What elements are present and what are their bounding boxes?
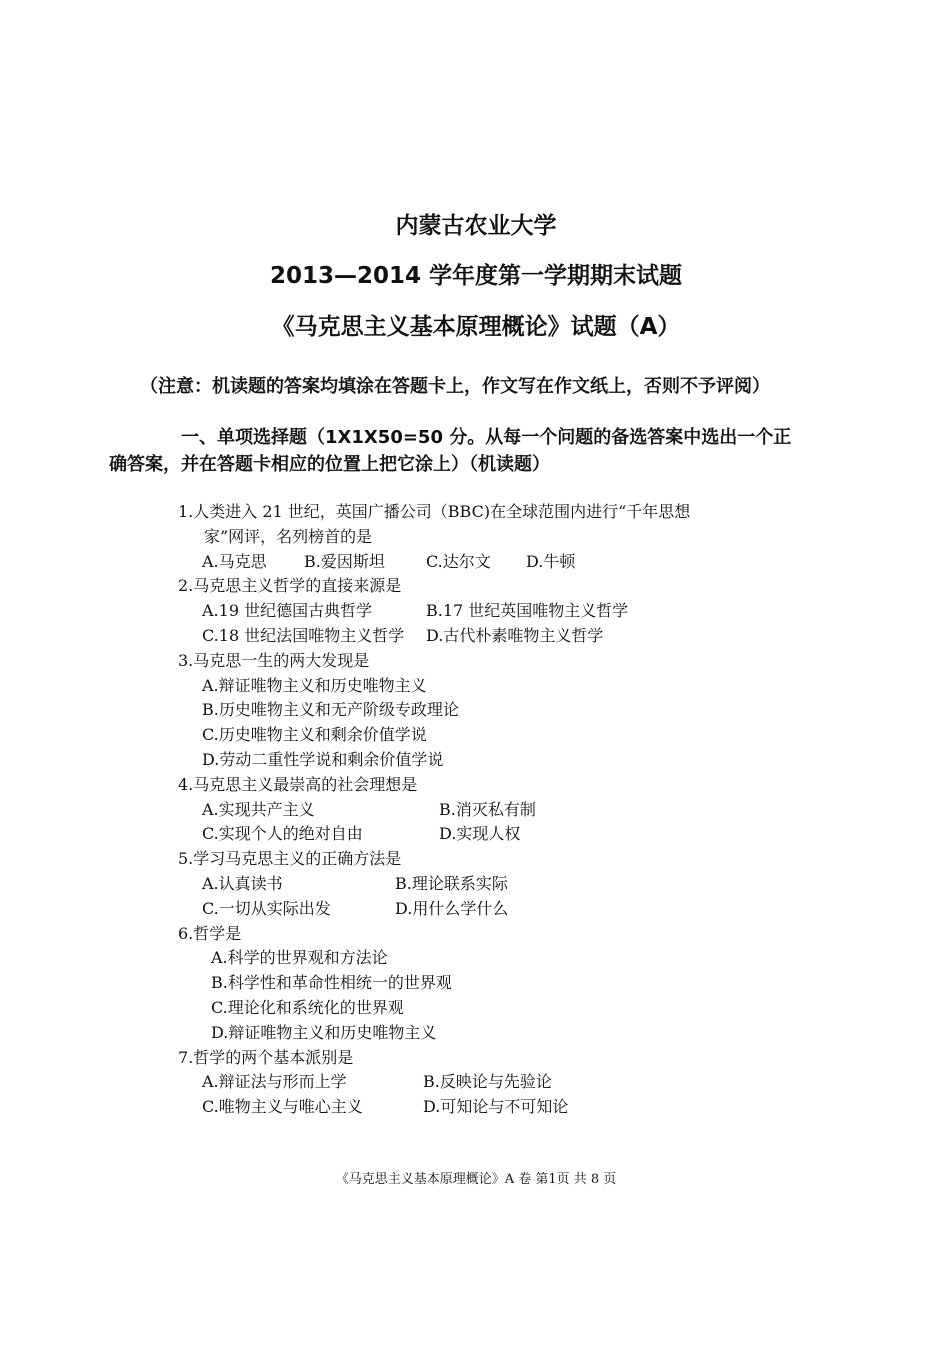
question-1-stem-cont: 家”网评，名列榜首的是 (204, 526, 373, 546)
option-a: A.辩证唯物主义和历史唯物主义 (202, 675, 427, 695)
option-b: B.17 世纪英国唯物主义哲学 (426, 601, 629, 621)
question-4-stem: 4.马克思主义最崇高的社会理想是 (178, 774, 418, 794)
option-d: D.辩证唯物主义和历史唯物主义 (211, 1022, 437, 1042)
question-5-stem: 5.学习马克思主义的正确方法是 (178, 849, 402, 869)
option-b: B.历史唯物主义和无产阶级专政理论 (202, 700, 459, 720)
question-2-stem: 2.马克思主义哲学的直接来源是 (178, 576, 402, 596)
question-4 (178, 773, 738, 847)
question-4-options-row2 (178, 822, 738, 847)
question-2-options-row1 (178, 599, 738, 624)
option-d: D.实现人权 (439, 824, 521, 844)
question-3-stem: 3.马克思一生的两大发现是 (178, 650, 370, 670)
option-c: C.一切从实际出发 (202, 898, 331, 918)
option-c: C.唯物主义与唯心主义 (202, 1097, 363, 1117)
question-1 (178, 500, 738, 574)
option-a: A.马克思 (202, 551, 267, 571)
question-1-stem: 1.人类进入 21 世纪，英国广播公司（BBC)在全球范围内进行“千年思想 (178, 502, 691, 521)
option-d: D.劳动二重性学说和剩余价值学说 (202, 749, 444, 769)
option-d: D.牛顿 (526, 551, 576, 571)
option-c: C.历史唯物主义和剩余价值学说 (202, 725, 427, 745)
section-heading-line2: 确答案，并在答题卡相应的位置上把它涂上）（机读题） (109, 454, 550, 475)
option-d: D.古代朴素唯物主义哲学 (426, 625, 604, 645)
question-6 (178, 922, 738, 1046)
question-4-options-row1 (178, 798, 738, 823)
question-1-options (178, 550, 738, 575)
option-a: A.19 世纪德国古典哲学 (202, 601, 373, 621)
question-list (178, 500, 738, 1120)
option-c: C.实现个人的绝对自由 (202, 824, 363, 844)
option-a: A.认真读书 (202, 873, 283, 893)
option-d: D.用什么学什么 (395, 898, 509, 918)
option-b: B.爱因斯坦 (304, 551, 385, 571)
question-7-options-row2 (178, 1095, 738, 1120)
option-b: B.反映论与先验论 (423, 1072, 552, 1092)
question-5-options-row1 (178, 872, 738, 897)
section-heading-line1: 一、单项选择题（1X1X50=50 分。从每一个问题的备选答案中选出一个正 (181, 427, 792, 448)
option-a: A.科学的世界观和方法论 (211, 948, 388, 968)
question-6-stem: 6.哲学是 (178, 923, 242, 943)
question-5-options-row2 (178, 897, 738, 922)
page-footer: 《马克思主义基本原理概论》A 卷 第1页 共 8 页 (335, 1172, 617, 1187)
exam-notice: （注意：机读题的答案均填涂在答题卡上，作文写在作文纸上，否则不予评阅） (140, 376, 770, 397)
section-heading (109, 424, 825, 478)
question-7-options-row1 (178, 1070, 738, 1095)
option-c: C.达尔文 (426, 551, 491, 571)
question-2 (178, 574, 738, 648)
option-b: B.理论联系实际 (395, 873, 508, 893)
question-3 (178, 649, 738, 773)
option-a: A.实现共产主义 (202, 799, 315, 819)
option-d: D.可知论与不可知论 (423, 1097, 569, 1117)
course-title: 《马克思主义基本原理概论》试题（A） (271, 314, 681, 340)
term-title: 2013—2014 学年度第一学期期末试题 (269, 263, 683, 289)
option-a: A.辩证法与形而上学 (202, 1072, 347, 1092)
option-c: C.18 世纪法国唯物主义哲学 (202, 625, 405, 645)
option-c: C.理论化和系统化的世界观 (211, 997, 404, 1017)
question-7 (178, 1046, 738, 1120)
question-7-stem: 7.哲学的两个基本派别是 (178, 1047, 354, 1067)
option-b: B.消灭私有制 (439, 799, 536, 819)
university-title: 内蒙古农业大学 (395, 213, 557, 239)
question-2-options-row2 (178, 624, 738, 649)
question-5 (178, 847, 738, 921)
option-b: B.科学性和革命性相统一的世界观 (211, 973, 452, 993)
